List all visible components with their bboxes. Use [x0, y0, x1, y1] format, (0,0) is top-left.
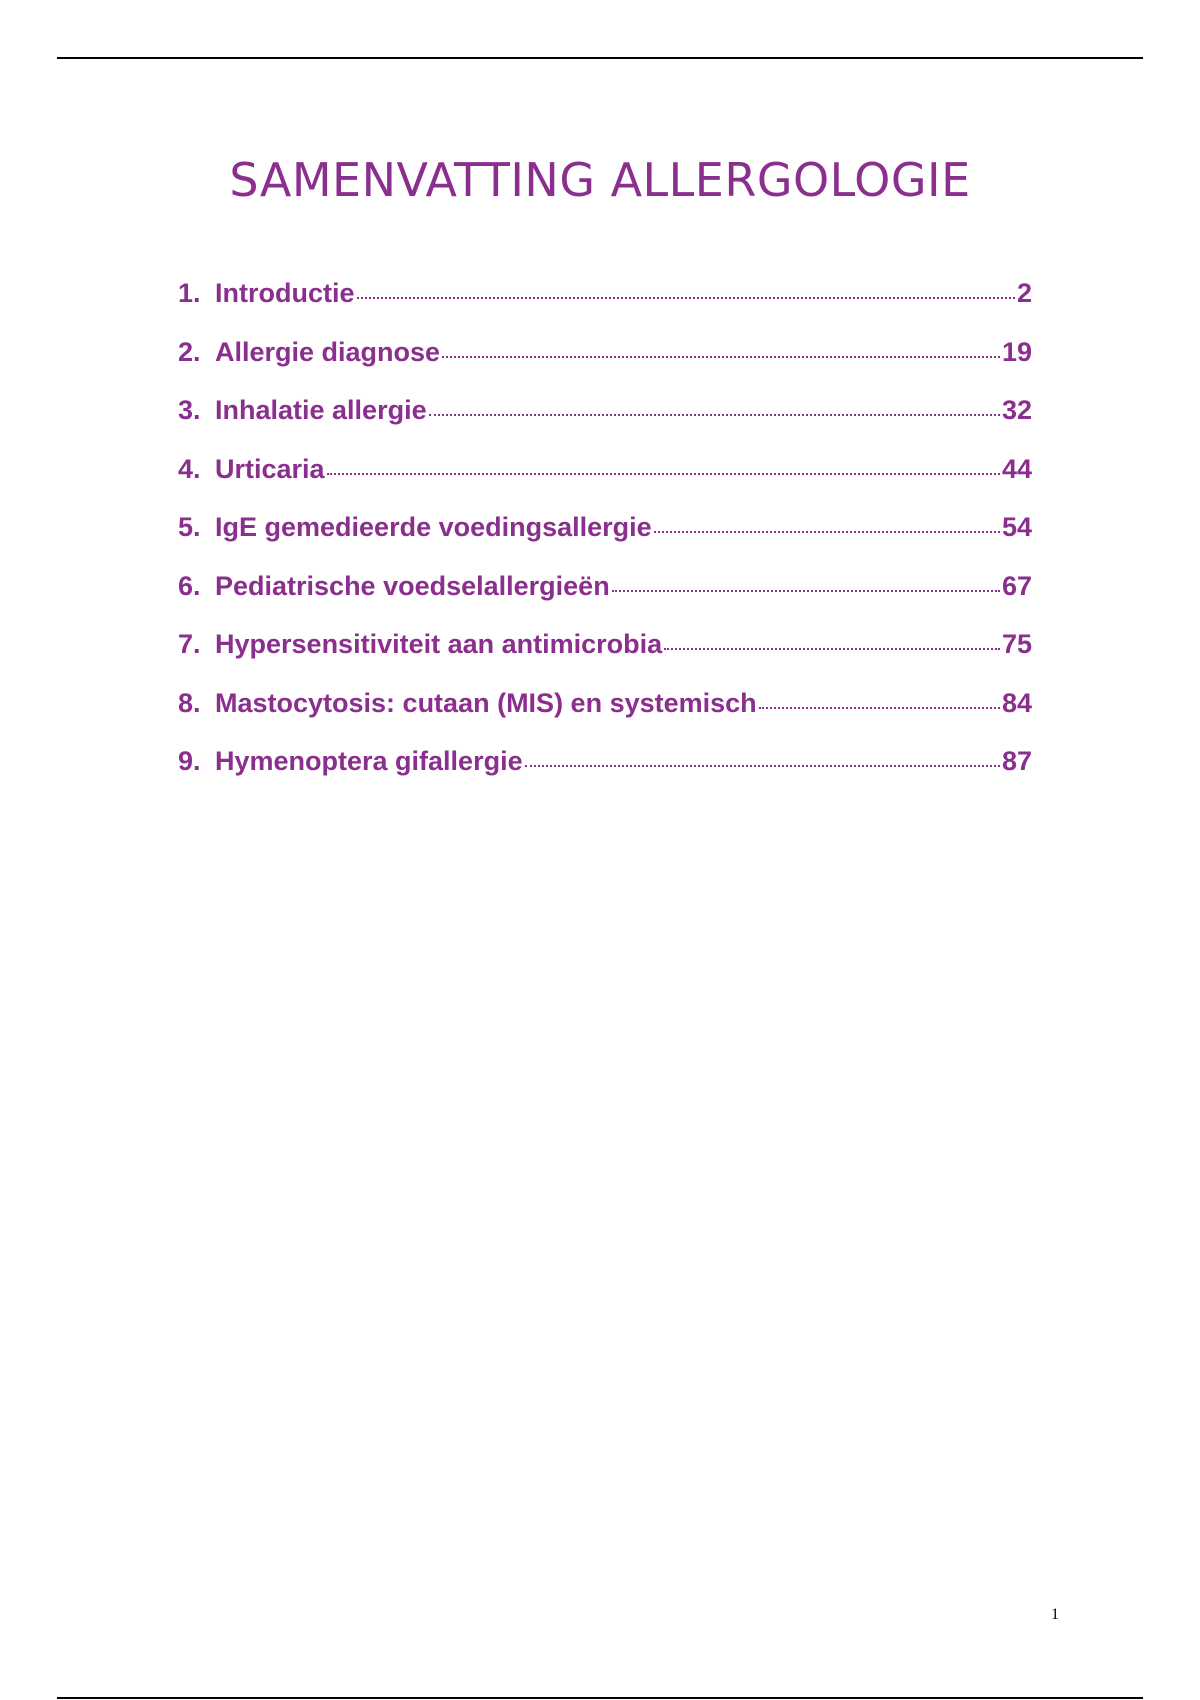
document-title: SAMENVATTING ALLERGOLOGIE	[229, 153, 971, 207]
toc-entry-label: Hypersensitiviteit aan antimicrobia	[215, 629, 663, 659]
toc-entry-page: 67	[1001, 570, 1032, 601]
toc-entry-3[interactable]	[178, 395, 1032, 454]
toc-entry-page: 2	[1016, 278, 1032, 308]
toc-entry-9[interactable]	[178, 746, 1032, 805]
page-number: 1	[1051, 1606, 1059, 1623]
toc-dot-leader	[654, 531, 1000, 533]
toc-entry-page: 75	[1001, 629, 1032, 659]
toc-dot-leader	[327, 473, 1000, 475]
toc-entry-number: 2.	[178, 336, 201, 367]
table-of-contents	[178, 278, 1032, 805]
toc-dot-leader	[759, 707, 1000, 709]
toc-entry-number: 3.	[178, 395, 201, 425]
toc-entry-page: 84	[1001, 687, 1032, 718]
toc-entry-label: Hymenoptera gifallergie	[215, 746, 523, 776]
toc-entry-2[interactable]	[178, 337, 1032, 396]
toc-entry-5[interactable]	[178, 512, 1032, 571]
toc-dot-leader	[612, 590, 1000, 592]
toc-dot-leader	[525, 765, 1000, 767]
toc-entry-label: IgE gemedieerde voedingsallergie	[215, 512, 652, 542]
toc-entry-page: 19	[1001, 336, 1032, 367]
toc-entry-number: 4.	[178, 453, 201, 484]
toc-entry-page: 54	[1001, 512, 1032, 542]
toc-entry-4[interactable]	[178, 454, 1032, 513]
toc-dot-leader	[429, 414, 1000, 416]
toc-entry-label: Allergie diagnose	[215, 336, 441, 367]
toc-entry-8[interactable]	[178, 688, 1032, 747]
toc-entry-number: 5.	[178, 512, 201, 542]
toc-entry-1[interactable]	[178, 278, 1032, 337]
toc-entry-number: 6.	[178, 570, 201, 601]
header-rule	[57, 57, 1143, 59]
toc-entry-page: 32	[1001, 395, 1032, 425]
toc-dot-leader	[442, 356, 1000, 358]
toc-entry-7[interactable]	[178, 629, 1032, 688]
toc-entry-label: Inhalatie allergie	[215, 395, 427, 425]
toc-entry-page: 44	[1001, 453, 1032, 484]
toc-entry-label: Mastocytosis: cutaan (MIS) en systemisch	[215, 687, 757, 718]
toc-entry-number: 7.	[178, 629, 201, 659]
toc-entry-label: Urticaria	[215, 453, 325, 484]
toc-entry-page: 87	[1001, 746, 1032, 776]
toc-entry-6[interactable]	[178, 571, 1032, 630]
toc-entry-label: Introductie	[215, 278, 355, 308]
toc-entry-number: 8.	[178, 687, 201, 718]
toc-dot-leader	[357, 297, 1015, 299]
toc-entry-number: 9.	[178, 746, 201, 776]
toc-dot-leader	[664, 648, 1000, 650]
footer-rule	[57, 1697, 1143, 1699]
toc-entry-label: Pediatrische voedselallergieën	[215, 570, 610, 601]
toc-entry-number: 1.	[178, 278, 201, 308]
